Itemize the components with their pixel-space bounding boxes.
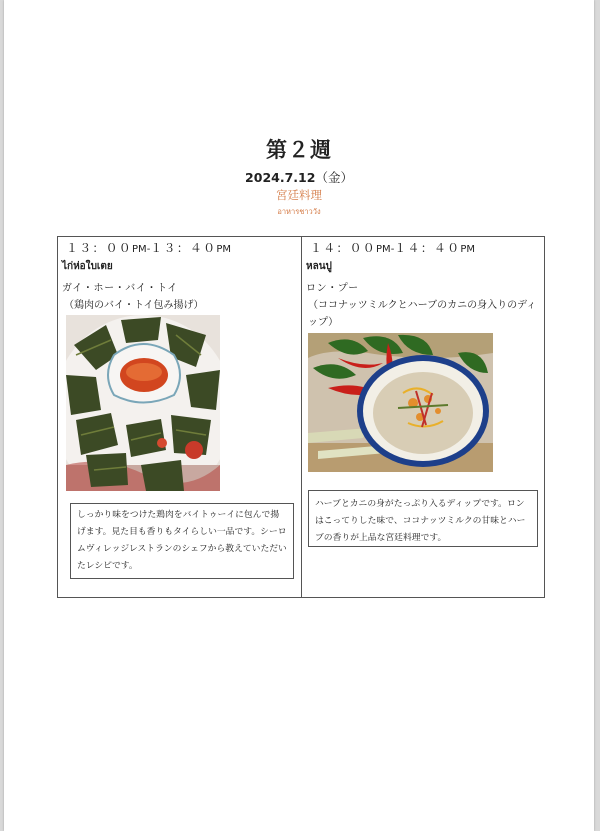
time-separator: - [146,244,151,255]
dish-thai-name: ไก่ห่อใบเตย [62,261,113,272]
time-start-pm: PM [376,244,391,255]
time-start: １３：００ [66,241,133,255]
dish-kana-name: ガイ・ホー・バイ・トイ [62,283,178,294]
time-start-pm: PM [132,244,147,255]
event-date [4,168,594,186]
time-start: １４：００ [310,241,377,255]
dish-thai-name: หลนปู [306,261,332,272]
weekday: （金） [315,170,353,185]
document-page [4,0,594,831]
week-title: 第２週 [266,138,332,162]
dish-note: しっかり味をつけた鶏肉をバイトゥーイに包んで揚げます。見た目も香りもタイらしい一品です。シーロムヴィレッジレストランのシェフから教えていただいたレシピです。 [70,503,294,579]
menu-table [57,236,545,598]
pandan-chicken-photo [66,315,220,491]
dish-kana-name: ロン・プー [306,283,359,294]
time-slot [66,239,231,256]
menu-cell-left [58,237,301,597]
time-separator: - [390,244,395,255]
dish-description: （鶏肉のバイ・トイ包み揚げ） [64,300,204,311]
dish-note: ハーブとカニの身がたっぷり入るディップです。ロンはこってりした味で、ココナッツミルクの甘味とハーブの香りが上品な宮廷料理です。 [308,490,538,547]
time-slot [310,239,475,256]
subtitle-japanese: 宮廷料理 [276,188,322,202]
menu-cell-right [302,237,544,597]
date-value: 2024.7.12 [245,170,316,185]
time-end-pm: PM [216,244,231,255]
time-end: １３：４０ [150,241,217,255]
time-end-pm: PM [460,244,475,255]
subtitle-thai: อาหารชาววัง [277,207,321,216]
crab-coconut-dip-photo [308,333,493,472]
time-end: １４：４０ [394,241,461,255]
dish-description: （ココナッツミルクとハーブのカニの身入りのディップ） [308,300,537,328]
